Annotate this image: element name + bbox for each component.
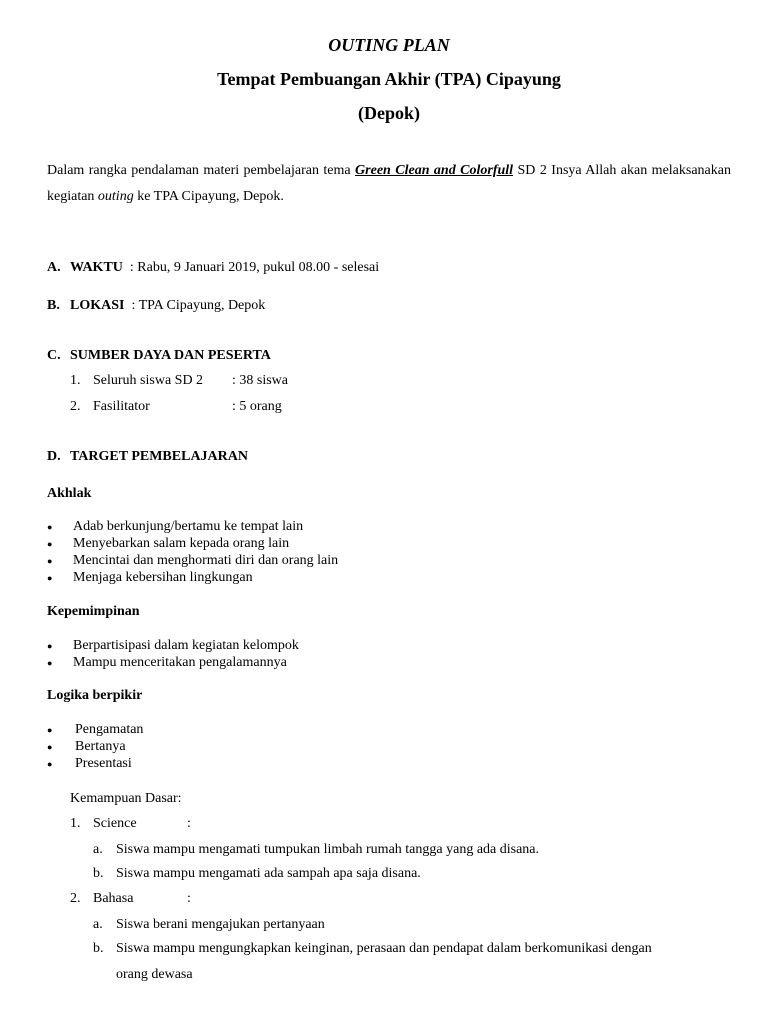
section-letter: B. <box>47 298 60 313</box>
bullet-icon: ● <box>47 742 53 752</box>
section-value: : Rabu, 9 Januari 2019, pukul 08.00 - selesai <box>129 260 380 275</box>
section-label: TARGET PEMBELAJARAN <box>70 449 249 464</box>
list-item: ● Mampu menceritakan pengalamannya <box>47 655 287 670</box>
document-title: OUTING PLAN <box>328 35 450 55</box>
intro-paragraph <box>47 158 731 210</box>
bullet-icon: ● <box>47 641 53 651</box>
section-target <box>47 449 248 465</box>
section-letter: C. <box>47 348 61 363</box>
document-location: (Depok) <box>358 103 420 123</box>
outing-word: outing <box>97 189 134 204</box>
list-item: ● Presentasi <box>47 756 132 771</box>
akhlak-heading: Akhlak <box>47 486 92 501</box>
bullet-icon: ● <box>47 658 53 668</box>
bullet-icon: ● <box>47 725 53 735</box>
list-item: a. Siswa mampu mengamati tumpukan limbah rumah tangga yang ada disana. <box>93 842 540 857</box>
list-item: b. Siswa mampu mengungkapkan keinginan, perasaan dan pendapat dalam berkomunikasi dengan <box>93 941 652 956</box>
bullet-icon: ● <box>47 539 53 549</box>
bahasa-item: 2. Bahasa : <box>70 891 191 906</box>
list-item: ● Berpartisipasi dalam kegiatan kelompok <box>47 638 299 653</box>
bullet-icon: ● <box>47 759 53 769</box>
intro-text-2: SD 2 Insya Allah akan melaksanakan kegiatan <box>47 163 731 204</box>
science-item: 1. Science : <box>70 816 191 831</box>
section-label: LOKASI <box>70 298 125 313</box>
section-letter: D. <box>47 449 61 464</box>
list-item-continuation: orang dewasa <box>116 967 193 982</box>
intro-text-3: ke TPA Cipayung, Depok. <box>133 189 284 204</box>
section-waktu <box>47 260 379 276</box>
list-item: ● Menjaga kebersihan lingkungan <box>47 570 253 585</box>
list-item: ● Pengamatan <box>47 722 144 737</box>
list-item: b. Siswa mampu mengamati ada sampah apa saja disana. <box>93 866 421 881</box>
kemampuan-heading: Kemampuan Dasar: <box>70 791 182 806</box>
list-item: a. Siswa berani mengajukan pertanyaan <box>93 917 325 932</box>
list-item: ● Adab berkunjung/bertamu ke tempat lain <box>47 519 304 534</box>
participant-name: Fasilitator <box>93 399 150 414</box>
section-value: : TPA Cipayung, Depok <box>131 298 266 313</box>
list-item: ● Mencintai dan menghormati diri dan orang lain <box>47 553 339 568</box>
section-label: SUMBER DAYA DAN PESERTA <box>70 348 271 363</box>
kepemimpinan-heading: Kepemimpinan <box>47 604 140 619</box>
document-subtitle: Tempat Pembuangan Akhir (TPA) Cipayung <box>217 69 561 89</box>
participant-count: : 5 orang <box>232 399 282 414</box>
participant-name: Seluruh siswa SD 2 <box>93 373 204 388</box>
list-item: ● Menyebarkan salam kepada orang lain <box>47 536 290 551</box>
section-letter: A. <box>47 260 61 275</box>
science-label: Science <box>93 816 137 831</box>
section-lokasi <box>47 298 265 314</box>
bullet-icon: ● <box>47 573 53 583</box>
list-item: 2. Fasilitator : 5 orang <box>70 399 282 414</box>
intro-text-1: Dalam rangka pendalaman materi pembelajaran tema <box>47 163 356 178</box>
list-item: 1. Seluruh siswa SD 2 : 38 siswa <box>70 373 288 388</box>
section-sumber-daya <box>47 348 271 364</box>
theme-name: Green Clean and Colorfull <box>355 163 514 178</box>
participant-count: : 38 siswa <box>232 373 288 388</box>
bullet-icon: ● <box>47 522 53 532</box>
section-label: WAKTU <box>70 260 123 275</box>
bullet-icon: ● <box>47 556 53 566</box>
logika-heading: Logika berpikir <box>47 688 143 703</box>
bahasa-label: Bahasa <box>93 891 134 906</box>
list-item: ● Bertanya <box>47 739 126 754</box>
